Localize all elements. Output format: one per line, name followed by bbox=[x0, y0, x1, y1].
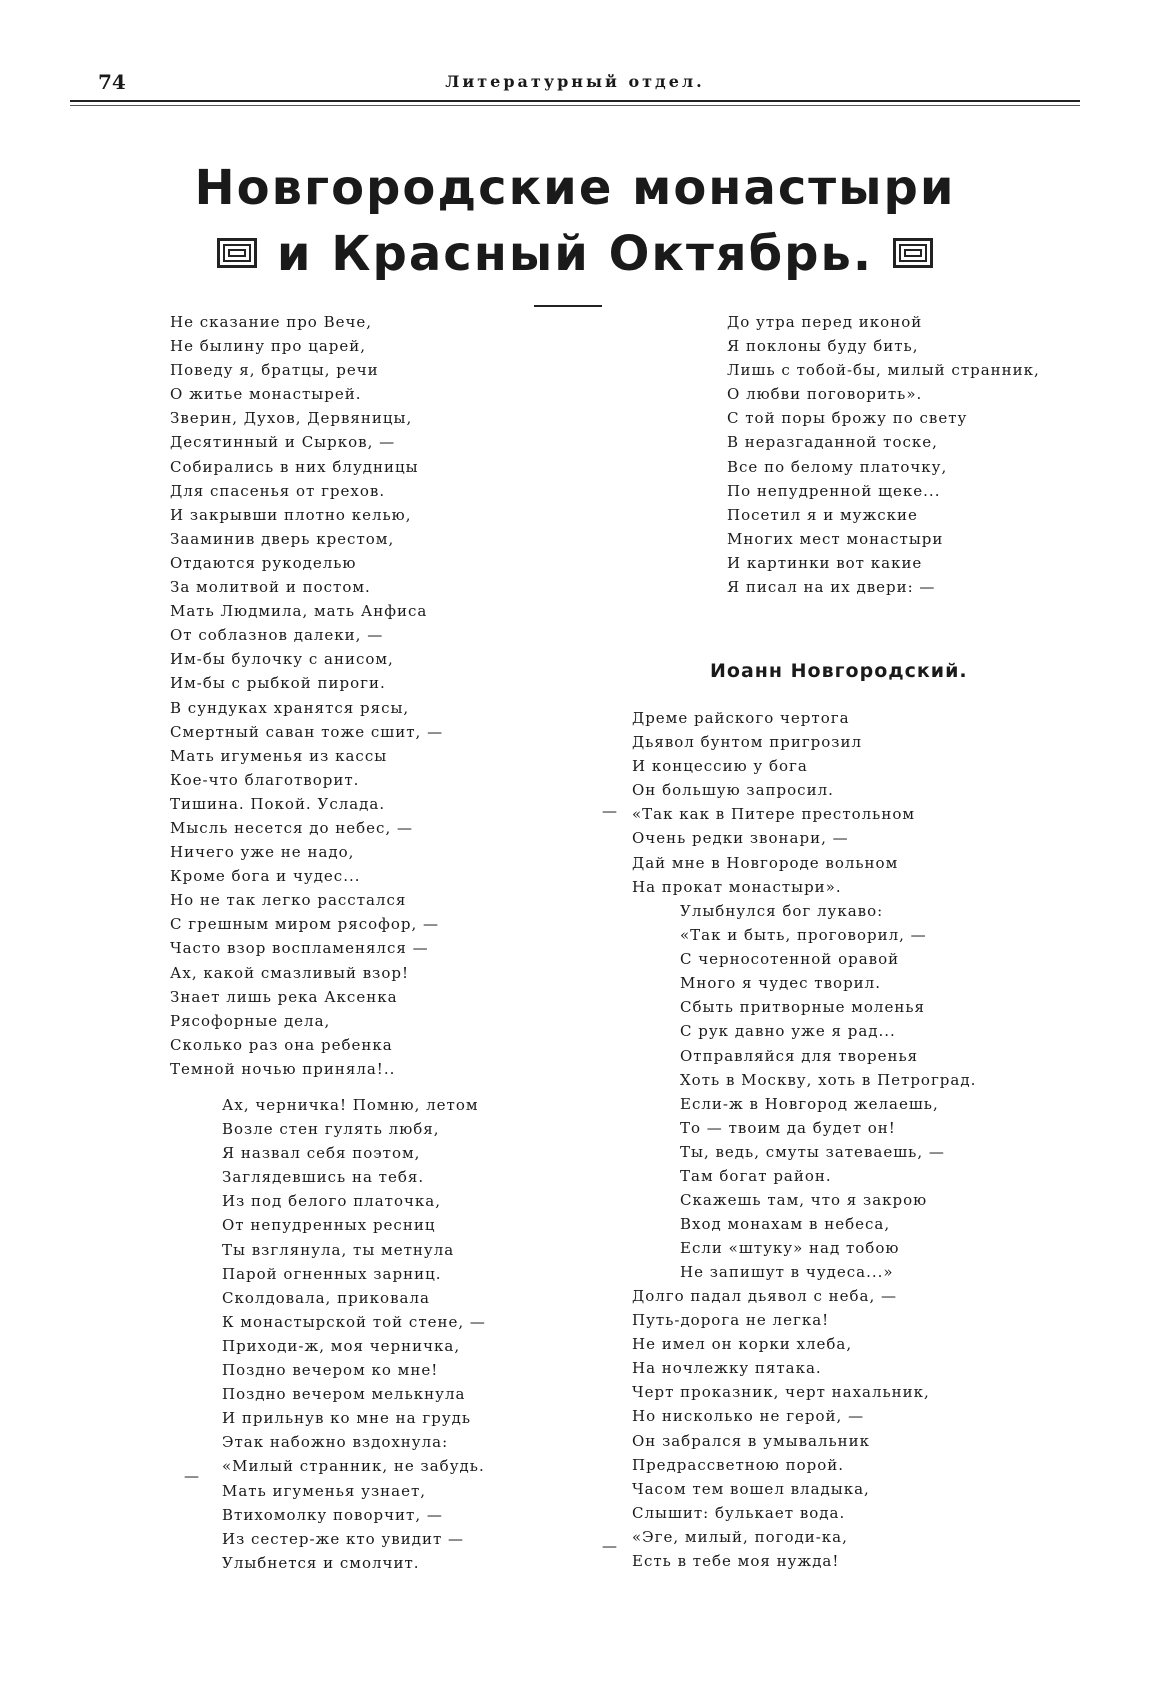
verse-line: В сундуках хранятся рясы, bbox=[170, 698, 410, 717]
verse-line: Многих мест монастыри bbox=[727, 529, 944, 548]
verse-line: Хоть в Москву, хоть в Петроград. bbox=[680, 1070, 977, 1089]
verse-line: Кое-что благотворит. bbox=[170, 770, 360, 789]
page-number: 74 bbox=[98, 70, 126, 94]
verse-line: Часом тем вошел владыка, bbox=[632, 1479, 870, 1498]
verse-line: Мать игуменья узнает, bbox=[222, 1481, 427, 1500]
verse-line: Ничего уже не надо, bbox=[170, 843, 355, 862]
verse-line: Парой огненных зарниц. bbox=[222, 1264, 442, 1283]
verse-line: Кроме бога и чудес... bbox=[170, 867, 361, 886]
verse-line: Но нисколько не герой, — bbox=[632, 1407, 865, 1426]
verse-line: Знает лишь река Аксенка bbox=[170, 987, 398, 1006]
verse-line: Улыбнулся бог лукаво: bbox=[680, 902, 884, 920]
verse-line: Тишина. Покой. Услада. bbox=[170, 794, 386, 813]
author-name: Иоанн Новгородский. bbox=[710, 660, 968, 682]
verse-line: Отдаются рукоделью bbox=[170, 553, 357, 572]
verse-line: Возле стен гулять любя, bbox=[222, 1120, 440, 1139]
verse-line: Мать игуменья из кассы bbox=[170, 746, 388, 765]
verse-line: Зверин, Духов, Дервяницы, bbox=[170, 409, 413, 428]
verse-line: О житье монастырей. bbox=[170, 385, 362, 404]
poem2-stanza-b bbox=[680, 899, 976, 1285]
verse-line: Путь-дорога не легка! bbox=[632, 1311, 830, 1330]
verse-line: «Милый странник, не забудь. bbox=[222, 1457, 485, 1476]
verse-line: Много я чудес творил. bbox=[680, 974, 881, 993]
verse-line: С грешным миром рясофор, — bbox=[170, 915, 440, 934]
verse-line: Втихомолку поворчит, — bbox=[222, 1505, 443, 1524]
verse-line: Поздно вечером ко мне! bbox=[222, 1361, 439, 1380]
verse-line: Скажешь там, что я закрою bbox=[680, 1191, 928, 1210]
dialogue-dash: — bbox=[602, 1537, 617, 1555]
verse-line: Дай мне в Новгороде вольном bbox=[632, 853, 899, 872]
verse-line: От непудренных ресниц bbox=[222, 1216, 436, 1235]
verse-line: Дреме райского чертога bbox=[632, 709, 850, 727]
verse-line: Дьявол бунтом пригрозил bbox=[632, 733, 863, 752]
verse-line: До утра перед иконой bbox=[727, 313, 923, 331]
verse-line: Улыбнется и смолчит. bbox=[222, 1553, 420, 1572]
verse-line: Из сестер-же кто увидит — bbox=[222, 1529, 465, 1548]
poem1-stanza-b bbox=[222, 1093, 486, 1575]
verse-line: Поведу я, братцы, речи bbox=[170, 361, 379, 380]
title-line-1: Новгородские монастыри bbox=[194, 160, 956, 216]
verse-line: С черносотенной оравой bbox=[680, 950, 900, 969]
verse-line: С той поры брожу по свету bbox=[727, 409, 968, 428]
verse-line: И прильнув ко мне на грудь bbox=[222, 1409, 472, 1428]
verse-line: И картинки вот какие bbox=[727, 553, 923, 572]
verse-line: С рук давно уже я рад... bbox=[680, 1022, 896, 1041]
page-header bbox=[70, 70, 1080, 100]
verse-line: Он забрался в умывальник bbox=[632, 1431, 871, 1450]
verse-line: Сбыть притворные моленья bbox=[680, 998, 925, 1017]
verse-line: Ах, черничка! Помню, летом bbox=[222, 1096, 479, 1114]
verse-line: Если-ж в Новгород желаешь, bbox=[680, 1094, 939, 1113]
verse-line: Предрассветною порой. bbox=[632, 1455, 845, 1474]
verse-line: «Так как в Питере престольном bbox=[632, 805, 916, 824]
verse-line: От соблазнов далеки, — bbox=[170, 626, 384, 645]
title-rule bbox=[534, 305, 602, 307]
verse-line: Для спасенья от грехов. bbox=[170, 481, 386, 500]
verse-line: Долго падал дьявол с неба, — bbox=[632, 1287, 898, 1305]
verse-line: Им-бы с рыбкой пироги. bbox=[170, 674, 386, 693]
verse-line: Там богат район. bbox=[680, 1167, 832, 1186]
title-line-2-wrap bbox=[70, 221, 1080, 287]
verse-line: Десятинный и Сырков, — bbox=[170, 433, 396, 452]
header-rule-thin bbox=[70, 105, 1080, 106]
verse-line: Ты взглянула, ты метнула bbox=[222, 1240, 455, 1259]
verse-line: Ах, какой смазливый взор! bbox=[170, 963, 409, 982]
verse-line: И концессию у бога bbox=[632, 757, 808, 776]
dialogue-dash: — bbox=[602, 802, 617, 820]
title-line-2: и Красный Октябрь. bbox=[276, 226, 874, 282]
verse-line: Сколдовала, приковала bbox=[222, 1288, 430, 1307]
verse-line: Приходи-ж, моя черничка, bbox=[222, 1336, 461, 1355]
verse-line: Но не так легко расстался bbox=[170, 891, 407, 910]
verse-line: Лишь с тобой-бы, милый странник, bbox=[727, 361, 1040, 380]
verse-line: На ночлежку пятака. bbox=[632, 1359, 822, 1378]
verse-line: Темной ночью приняла!.. bbox=[170, 1059, 396, 1078]
frame-ornament-icon bbox=[893, 238, 933, 268]
verse-line: Зааминив дверь крестом, bbox=[170, 529, 395, 548]
verse-line: Не сказание про Вече, bbox=[170, 313, 373, 331]
header-rule bbox=[70, 100, 1080, 102]
verse-line: Слышит: булькает вода. bbox=[632, 1503, 846, 1522]
verse-line: Собирались в них блудницы bbox=[170, 457, 419, 476]
poem1-stanza-a bbox=[170, 310, 443, 1081]
verse-line: Часто взор воспламенялся — bbox=[170, 939, 429, 958]
verse-line: Посетил я и мужские bbox=[727, 505, 918, 524]
poem2-stanza-a bbox=[632, 706, 915, 899]
poem2-stanza-c bbox=[632, 1284, 930, 1573]
verse-line: Очень редки звонари, — bbox=[632, 829, 849, 848]
verse-line: Этак набожно вздохнула: bbox=[222, 1433, 449, 1452]
verse-line: Он большую запросил. bbox=[632, 781, 834, 800]
verse-line: К монастырской той стене, — bbox=[222, 1312, 486, 1331]
verse-line: За молитвой и постом. bbox=[170, 578, 371, 597]
verse-line: Я поклоны буду бить, bbox=[727, 337, 919, 356]
verse-line: Не запишут в чудеса...» bbox=[680, 1263, 894, 1282]
verse-line: «Так и быть, проговорил, — bbox=[680, 926, 927, 945]
verse-line: Я писал на их двери: — bbox=[727, 578, 936, 597]
dialogue-dash: — bbox=[184, 1467, 199, 1485]
verse-line: Вход монахам в небеса, bbox=[680, 1215, 891, 1234]
running-head: Литературный отдел. bbox=[445, 72, 705, 91]
verse-line: О любви поговорить». bbox=[727, 385, 923, 404]
verse-line: Не былину про царей, bbox=[170, 337, 367, 356]
verse-line: Смертный саван тоже сшит, — bbox=[170, 722, 444, 741]
frame-ornament-icon bbox=[217, 238, 257, 268]
verse-line: То — твоим да будет он! bbox=[680, 1118, 896, 1137]
verse-line: Поздно вечером мелькнула bbox=[222, 1385, 466, 1404]
verse-line: Мысль несется до небес, — bbox=[170, 818, 413, 837]
verse-line: Если «штуку» над тобою bbox=[680, 1239, 900, 1258]
poem1-stanza-c bbox=[727, 310, 1040, 599]
verse-line: Все по белому платочку, bbox=[727, 457, 948, 476]
verse-line: «Эге, милый, погоди-ка, bbox=[632, 1527, 848, 1546]
verse-line: Заглядевшись на тебя. bbox=[222, 1168, 425, 1187]
verse-line: Не имел он корки хлеба, bbox=[632, 1335, 853, 1354]
verse-line: Из под белого платочка, bbox=[222, 1192, 441, 1211]
verse-line: Сколько раз она ребенка bbox=[170, 1035, 393, 1054]
verse-line: Им-бы булочку с анисом, bbox=[170, 650, 394, 669]
verse-line: Мать Людмила, мать Анфиса bbox=[170, 602, 428, 621]
verse-line: Есть в тебе моя нужда! bbox=[632, 1552, 840, 1571]
article-title bbox=[70, 155, 1080, 287]
verse-line: Отправляйся для творенья bbox=[680, 1046, 919, 1065]
verse-line: Я назвал себя поэтом, bbox=[222, 1144, 421, 1163]
verse-line: И закрывши плотно келью, bbox=[170, 505, 412, 524]
verse-line: Рясофорные дела, bbox=[170, 1011, 331, 1030]
verse-line: Ты, ведь, смуты затеваешь, — bbox=[680, 1142, 945, 1161]
verse-line: На прокат монастыри». bbox=[632, 877, 842, 896]
verse-line: По непудренной щеке... bbox=[727, 481, 941, 500]
verse-line: В неразгаданной тоске, bbox=[727, 433, 938, 452]
verse-line: Черт проказник, черт нахальник, bbox=[632, 1383, 930, 1402]
